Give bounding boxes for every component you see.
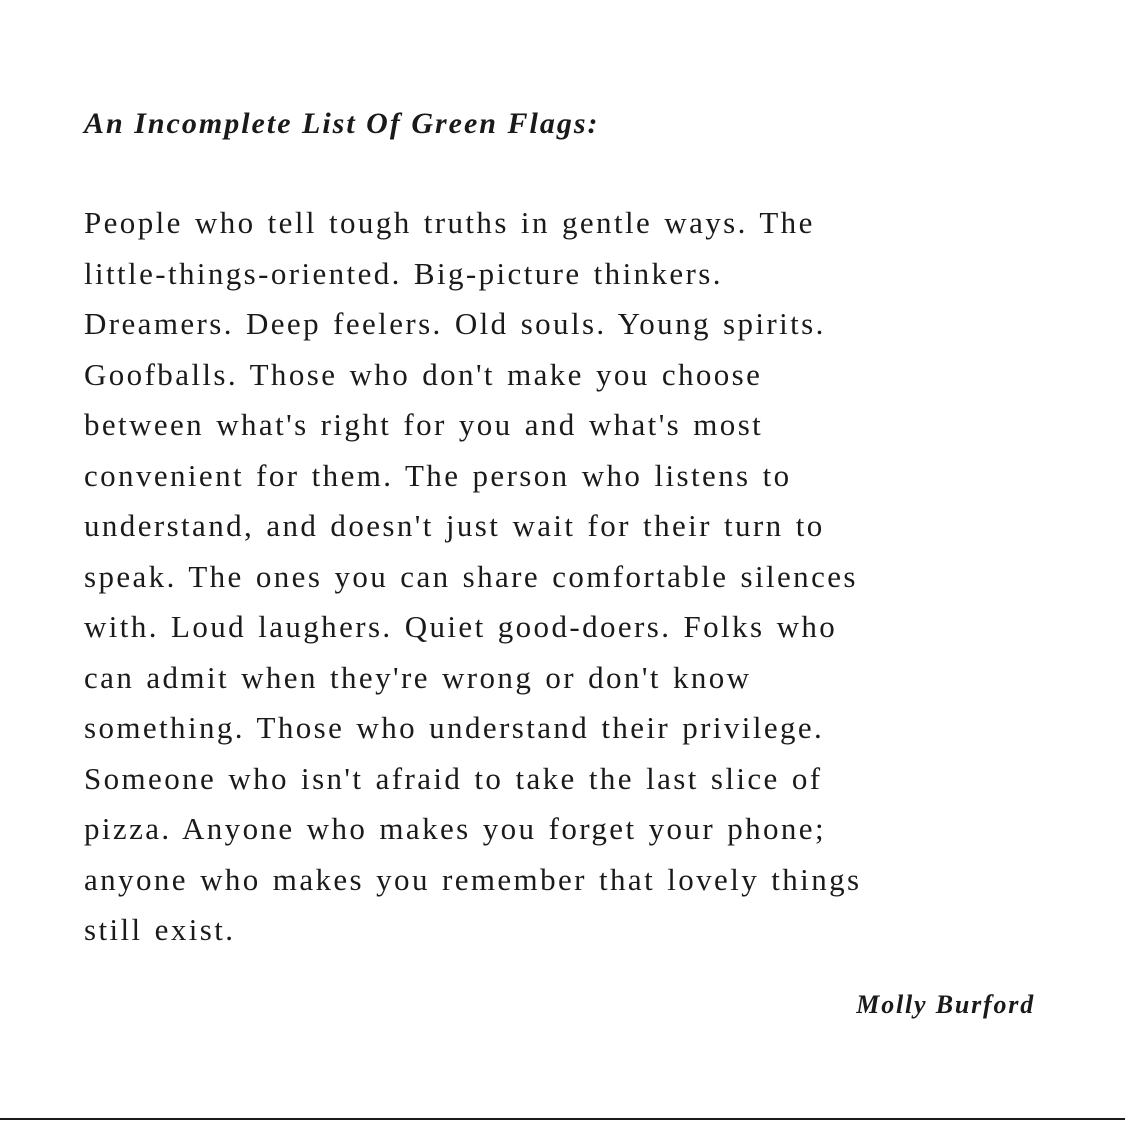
- poem-line: still exist.: [84, 912, 236, 947]
- poem-line: between what's right for you and what's most: [84, 407, 764, 442]
- poem-line: something. Those who understand their privilege.: [84, 710, 825, 745]
- poem-line: little-things-oriented. Big-picture thinkers.: [84, 255, 723, 291]
- document-title: An Incomplete List Of Green Flags:: [84, 107, 600, 140]
- poem-line: with. Loud laughers. Quiet good-doers. Folks who: [84, 609, 838, 644]
- poem-body: [84, 198, 861, 956]
- poem-line: Someone who isn't afraid to take the last slice of: [84, 760, 823, 796]
- poem-line: speak. The ones you can share comfortable silences: [84, 558, 858, 594]
- bottom-divider: [0, 1118, 1125, 1120]
- poem-line: convenient for them. The person who listens to: [84, 457, 792, 493]
- poem-line: can admit when they're wrong or don't know: [84, 659, 752, 695]
- poem-line: pizza. Anyone who makes you forget your phone;: [84, 811, 826, 846]
- poem-line: Dreamers. Deep feelers. Old souls. Young spirits.: [84, 306, 826, 341]
- poem-line: People who tell tough truths in gentle ways. The: [84, 205, 815, 240]
- poem-line: Goofballs. Those who don't make you choose: [84, 356, 763, 392]
- poem-line: anyone who makes you remember that lovely things: [84, 861, 862, 897]
- poem-line: understand, and doesn't just wait for their turn to: [84, 508, 825, 543]
- author-signature: Molly Burford: [856, 990, 1035, 1019]
